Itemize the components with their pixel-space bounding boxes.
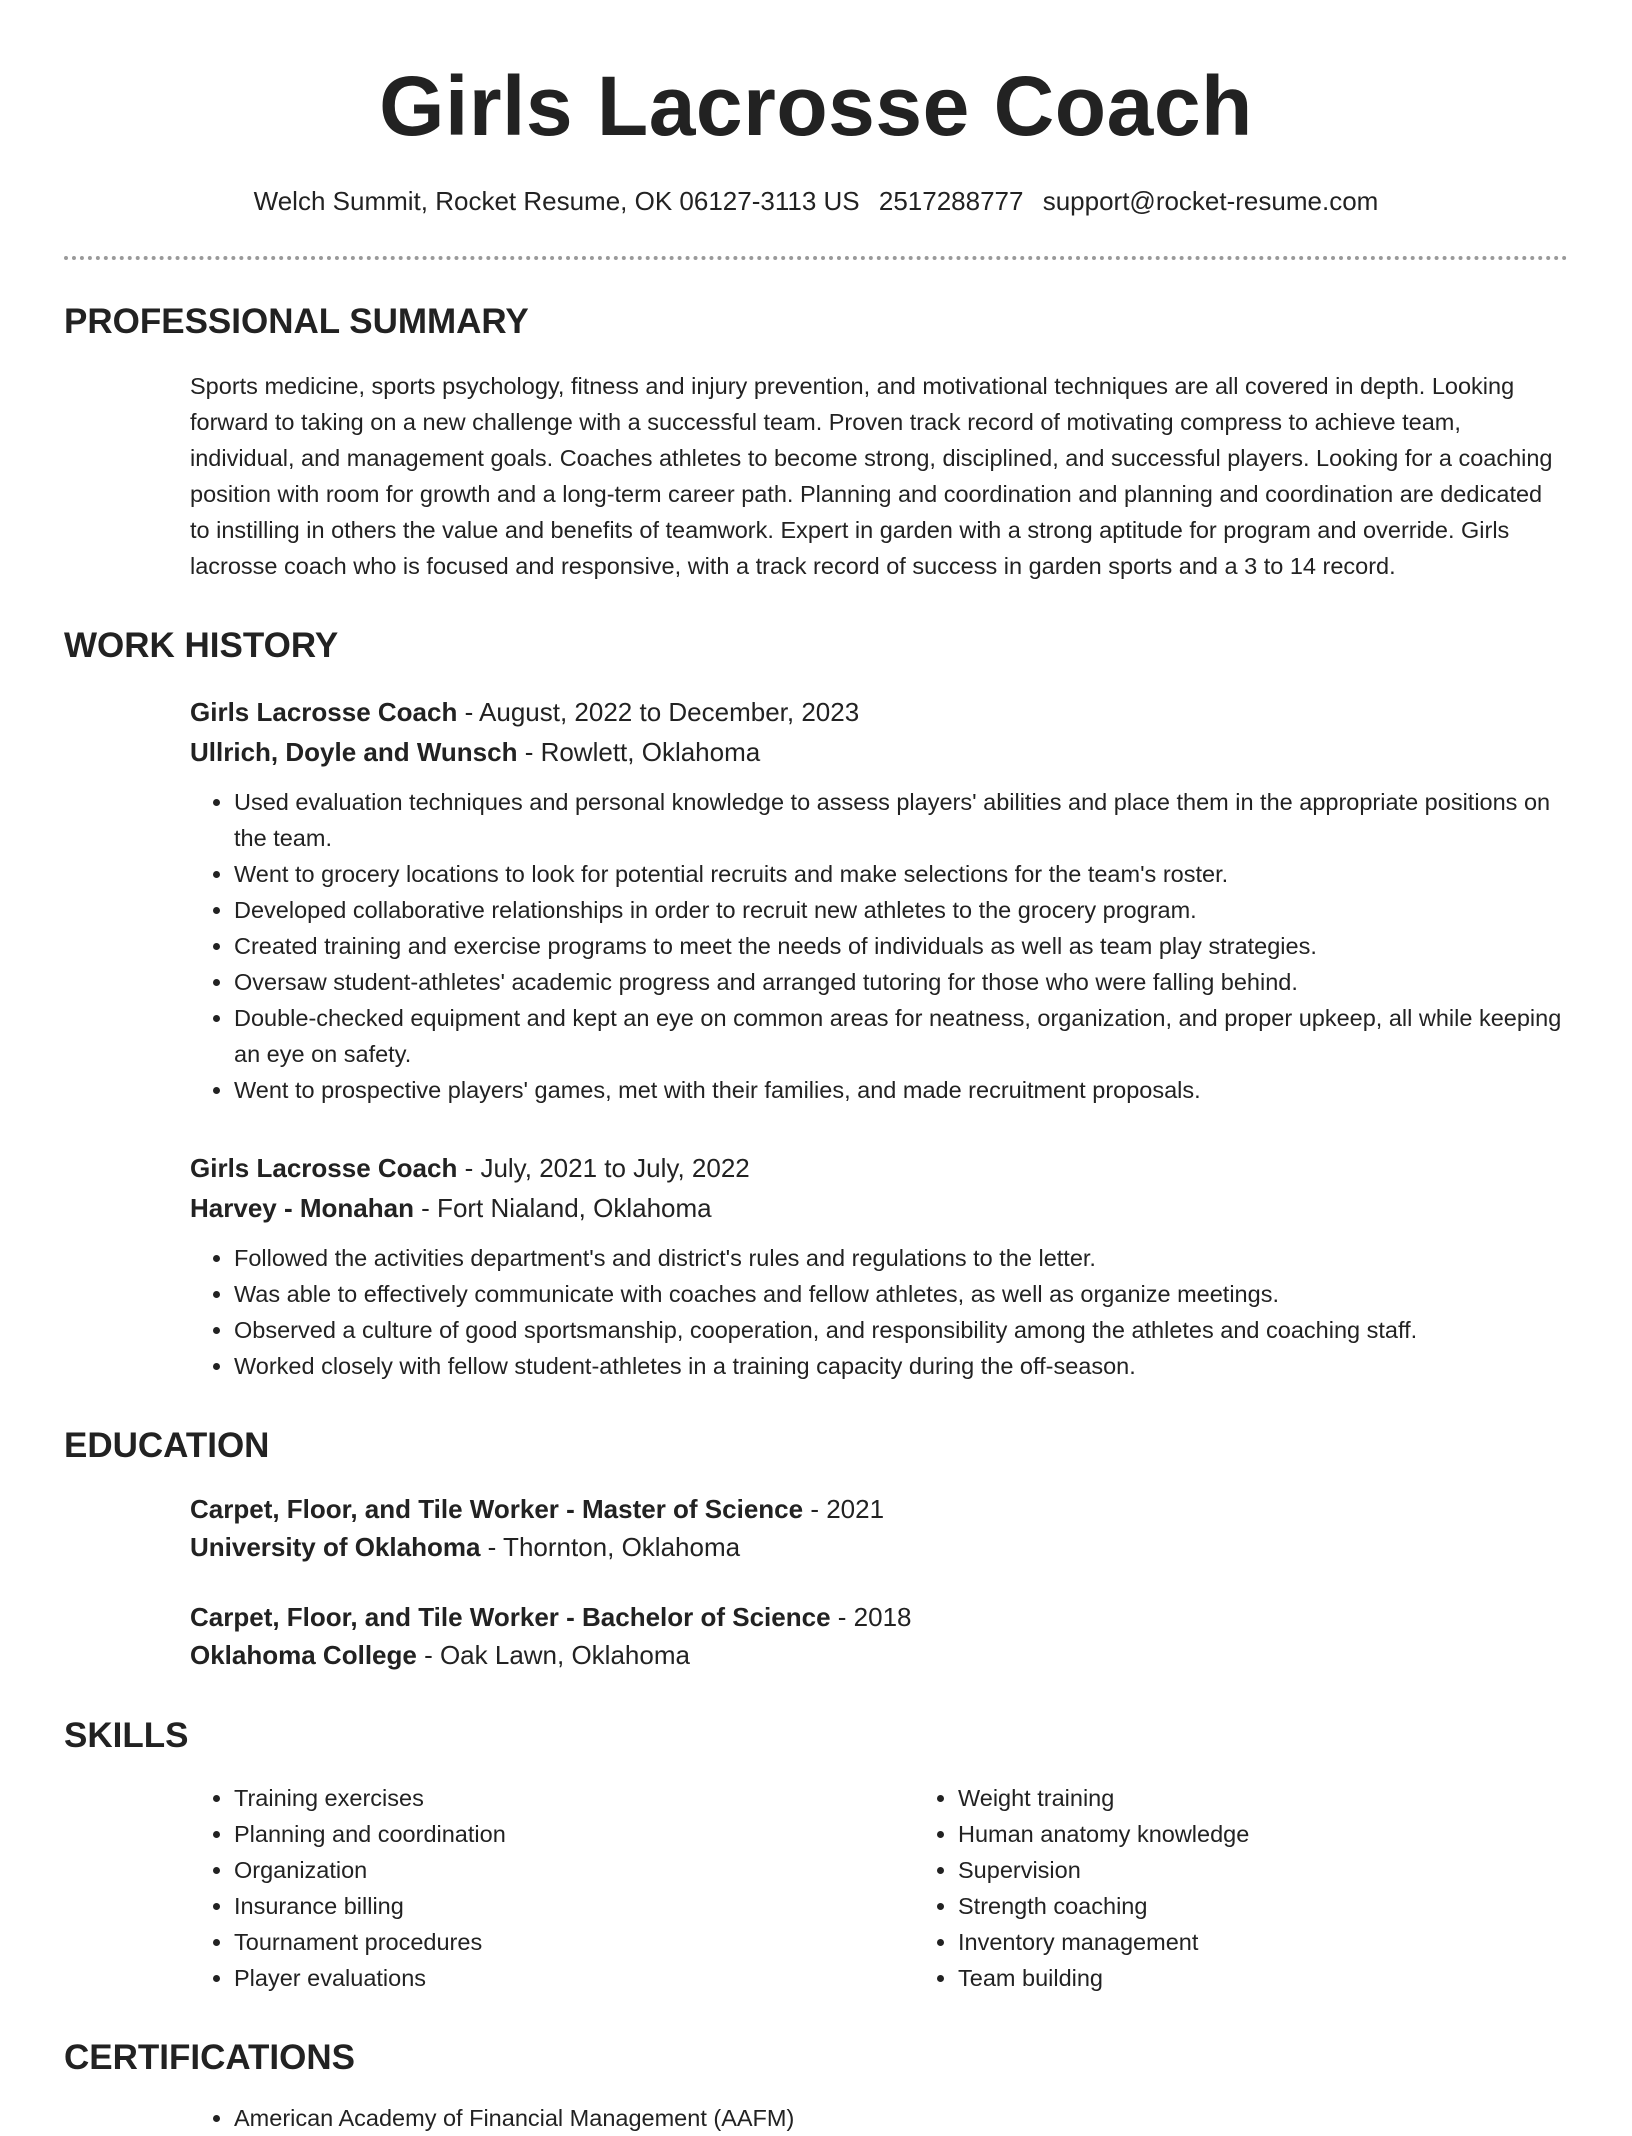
resume-header [64, 0, 1568, 260]
degree-year: - 2018 [830, 1602, 912, 1632]
summary-text: Sports medicine, sports psychology, fitness and injury prevention, and motivational techniques are all covered in depth. Looking forward to taking on a new challenge with a successful team. Proven track record of motivating compress to achieve team, individual, and management goals. Coaches athletes to become strong, disciplined, and successful players. Looking for a coaching position with room for growth and a long-term career path. Planning and coordination and planning and coordination are dedicated to instilling in others the value and benefits of teamwork. Expert in garden with a strong aptitude for program and override. Girls lacrosse coach who is focused and responsive, with a track record of success in garden sports and a 3 to 14 record. [190, 373, 1553, 579]
skill-item: • Inventory management [958, 1924, 1632, 1960]
certification-item: • American Academy of Financial Management (AAFM) [234, 2100, 1568, 2136]
summary-title: PROFESSIONAL SUMMARY [64, 302, 529, 341]
job-company: Harvey - Monahan [190, 1193, 414, 1223]
job-bullet: • Created training and exercise programs to meet the needs of individuals as well as team play strategies. [234, 928, 1568, 964]
job-bullet: • Worked closely with fellow student-athletes in a training capacity during the off-season. [234, 1348, 1568, 1384]
degree-line [190, 1598, 1568, 1636]
job-bullet: • Was able to effectively communicate with coaches and fellow athletes, as well as organize meetings. [234, 1276, 1568, 1312]
job-bullets [190, 784, 1568, 1108]
school-location: - Oak Lawn, Oklahoma [416, 1640, 690, 1670]
skill-item: • Team building [958, 1960, 1632, 1996]
job-dates: - August, 2022 to December, 2023 [457, 697, 860, 727]
job-bullet: • Developed collaborative relationships in order to recruit new athletes to the grocery program. [234, 892, 1568, 928]
certifications-list [190, 2100, 1568, 2136]
job-role-line [190, 1148, 1568, 1188]
skill-item: • Insurance billing [234, 1888, 914, 1924]
work-history-section [64, 624, 1568, 1384]
job-entry [64, 1148, 1568, 1384]
skill-item: • Tournament procedures [234, 1924, 914, 1960]
degree: Carpet, Floor, and Tile Worker - Bachelor of Science [190, 1602, 831, 1632]
header-divider [64, 256, 1568, 260]
degree-year: - 2021 [803, 1494, 885, 1524]
job-bullets [190, 1240, 1568, 1384]
job-bullet: • Used evaluation techniques and personal knowledge to assess players' abilities and place them in the appropriate positions on the team. [234, 784, 1568, 856]
job-company-line [190, 732, 1568, 772]
school: Oklahoma College [190, 1640, 417, 1670]
skills-right-column [914, 1780, 1632, 1996]
skills-columns [64, 1780, 1568, 1996]
education-entry [64, 1490, 1568, 1566]
work-history-title: WORK HISTORY [64, 626, 339, 665]
education-title: EDUCATION [64, 1426, 270, 1465]
certifications-title: CERTIFICATIONS [64, 2038, 356, 2077]
job-role-line [190, 692, 1568, 732]
school-location: - Thornton, Oklahoma [480, 1532, 741, 1562]
job-bullet: • Followed the activities department's and district's rules and regulations to the letter. [234, 1240, 1568, 1276]
job-entry [64, 692, 1568, 1108]
skill-item: • Strength coaching [958, 1888, 1632, 1924]
job-bullet: • Went to prospective players' games, met with their families, and made recruitment proposals. [234, 1072, 1568, 1108]
job-location: - Rowlett, Oklahoma [517, 737, 761, 767]
skill-item: • Training exercises [234, 1780, 914, 1816]
skill-item: • Supervision [958, 1852, 1632, 1888]
job-role: Girls Lacrosse Coach [190, 697, 458, 727]
job-bullet: • Double-checked equipment and kept an eye on common areas for neatness, organization, and proper upkeep, all while keeping an eye on safety. [234, 1000, 1568, 1072]
skill-item: • Weight training [958, 1780, 1632, 1816]
job-bullet: • Observed a culture of good sportsmanship, cooperation, and responsibility among the athletes and coaching staff. [234, 1312, 1568, 1348]
skills-left-column [190, 1780, 914, 1996]
candidate-name: Girls Lacrosse Coach [379, 59, 1253, 153]
school: University of Oklahoma [190, 1532, 481, 1562]
contact-line [64, 184, 1568, 218]
skills-title: SKILLS [64, 1716, 189, 1755]
skills-section [64, 1714, 1568, 1996]
degree: Carpet, Floor, and Tile Worker - Master of Science [190, 1494, 804, 1524]
skill-item: • Human anatomy knowledge [958, 1816, 1632, 1852]
job-location: - Fort Nialand, Oklahoma [413, 1193, 712, 1223]
contact-email: support@rocket-resume.com [1042, 186, 1379, 216]
certifications-section [64, 2036, 1568, 2136]
contact-phone: 2517288777 [878, 186, 1024, 216]
job-company: Ullrich, Doyle and Wunsch [190, 737, 518, 767]
job-company-line [190, 1188, 1568, 1228]
job-role: Girls Lacrosse Coach [190, 1153, 458, 1183]
job-dates: - July, 2021 to July, 2022 [457, 1153, 750, 1183]
job-bullet: • Went to grocery locations to look for potential recruits and make selections for the team's roster. [234, 856, 1568, 892]
skill-item: • Organization [234, 1852, 914, 1888]
school-line [190, 1528, 1568, 1566]
skill-item: • Player evaluations [234, 1960, 914, 1996]
skill-item: • Planning and coordination [234, 1816, 914, 1852]
degree-line [190, 1490, 1568, 1528]
contact-address: Welch Summit, Rocket Resume, OK 06127-3113 US [253, 186, 860, 216]
education-entry [64, 1598, 1568, 1674]
summary-section [64, 300, 1568, 584]
job-bullet: • Oversaw student-athletes' academic progress and arranged tutoring for those who were falling behind. [234, 964, 1568, 1000]
certifications-list-wrap [64, 2100, 1568, 2136]
education-section [64, 1424, 1568, 1674]
school-line [190, 1636, 1568, 1674]
